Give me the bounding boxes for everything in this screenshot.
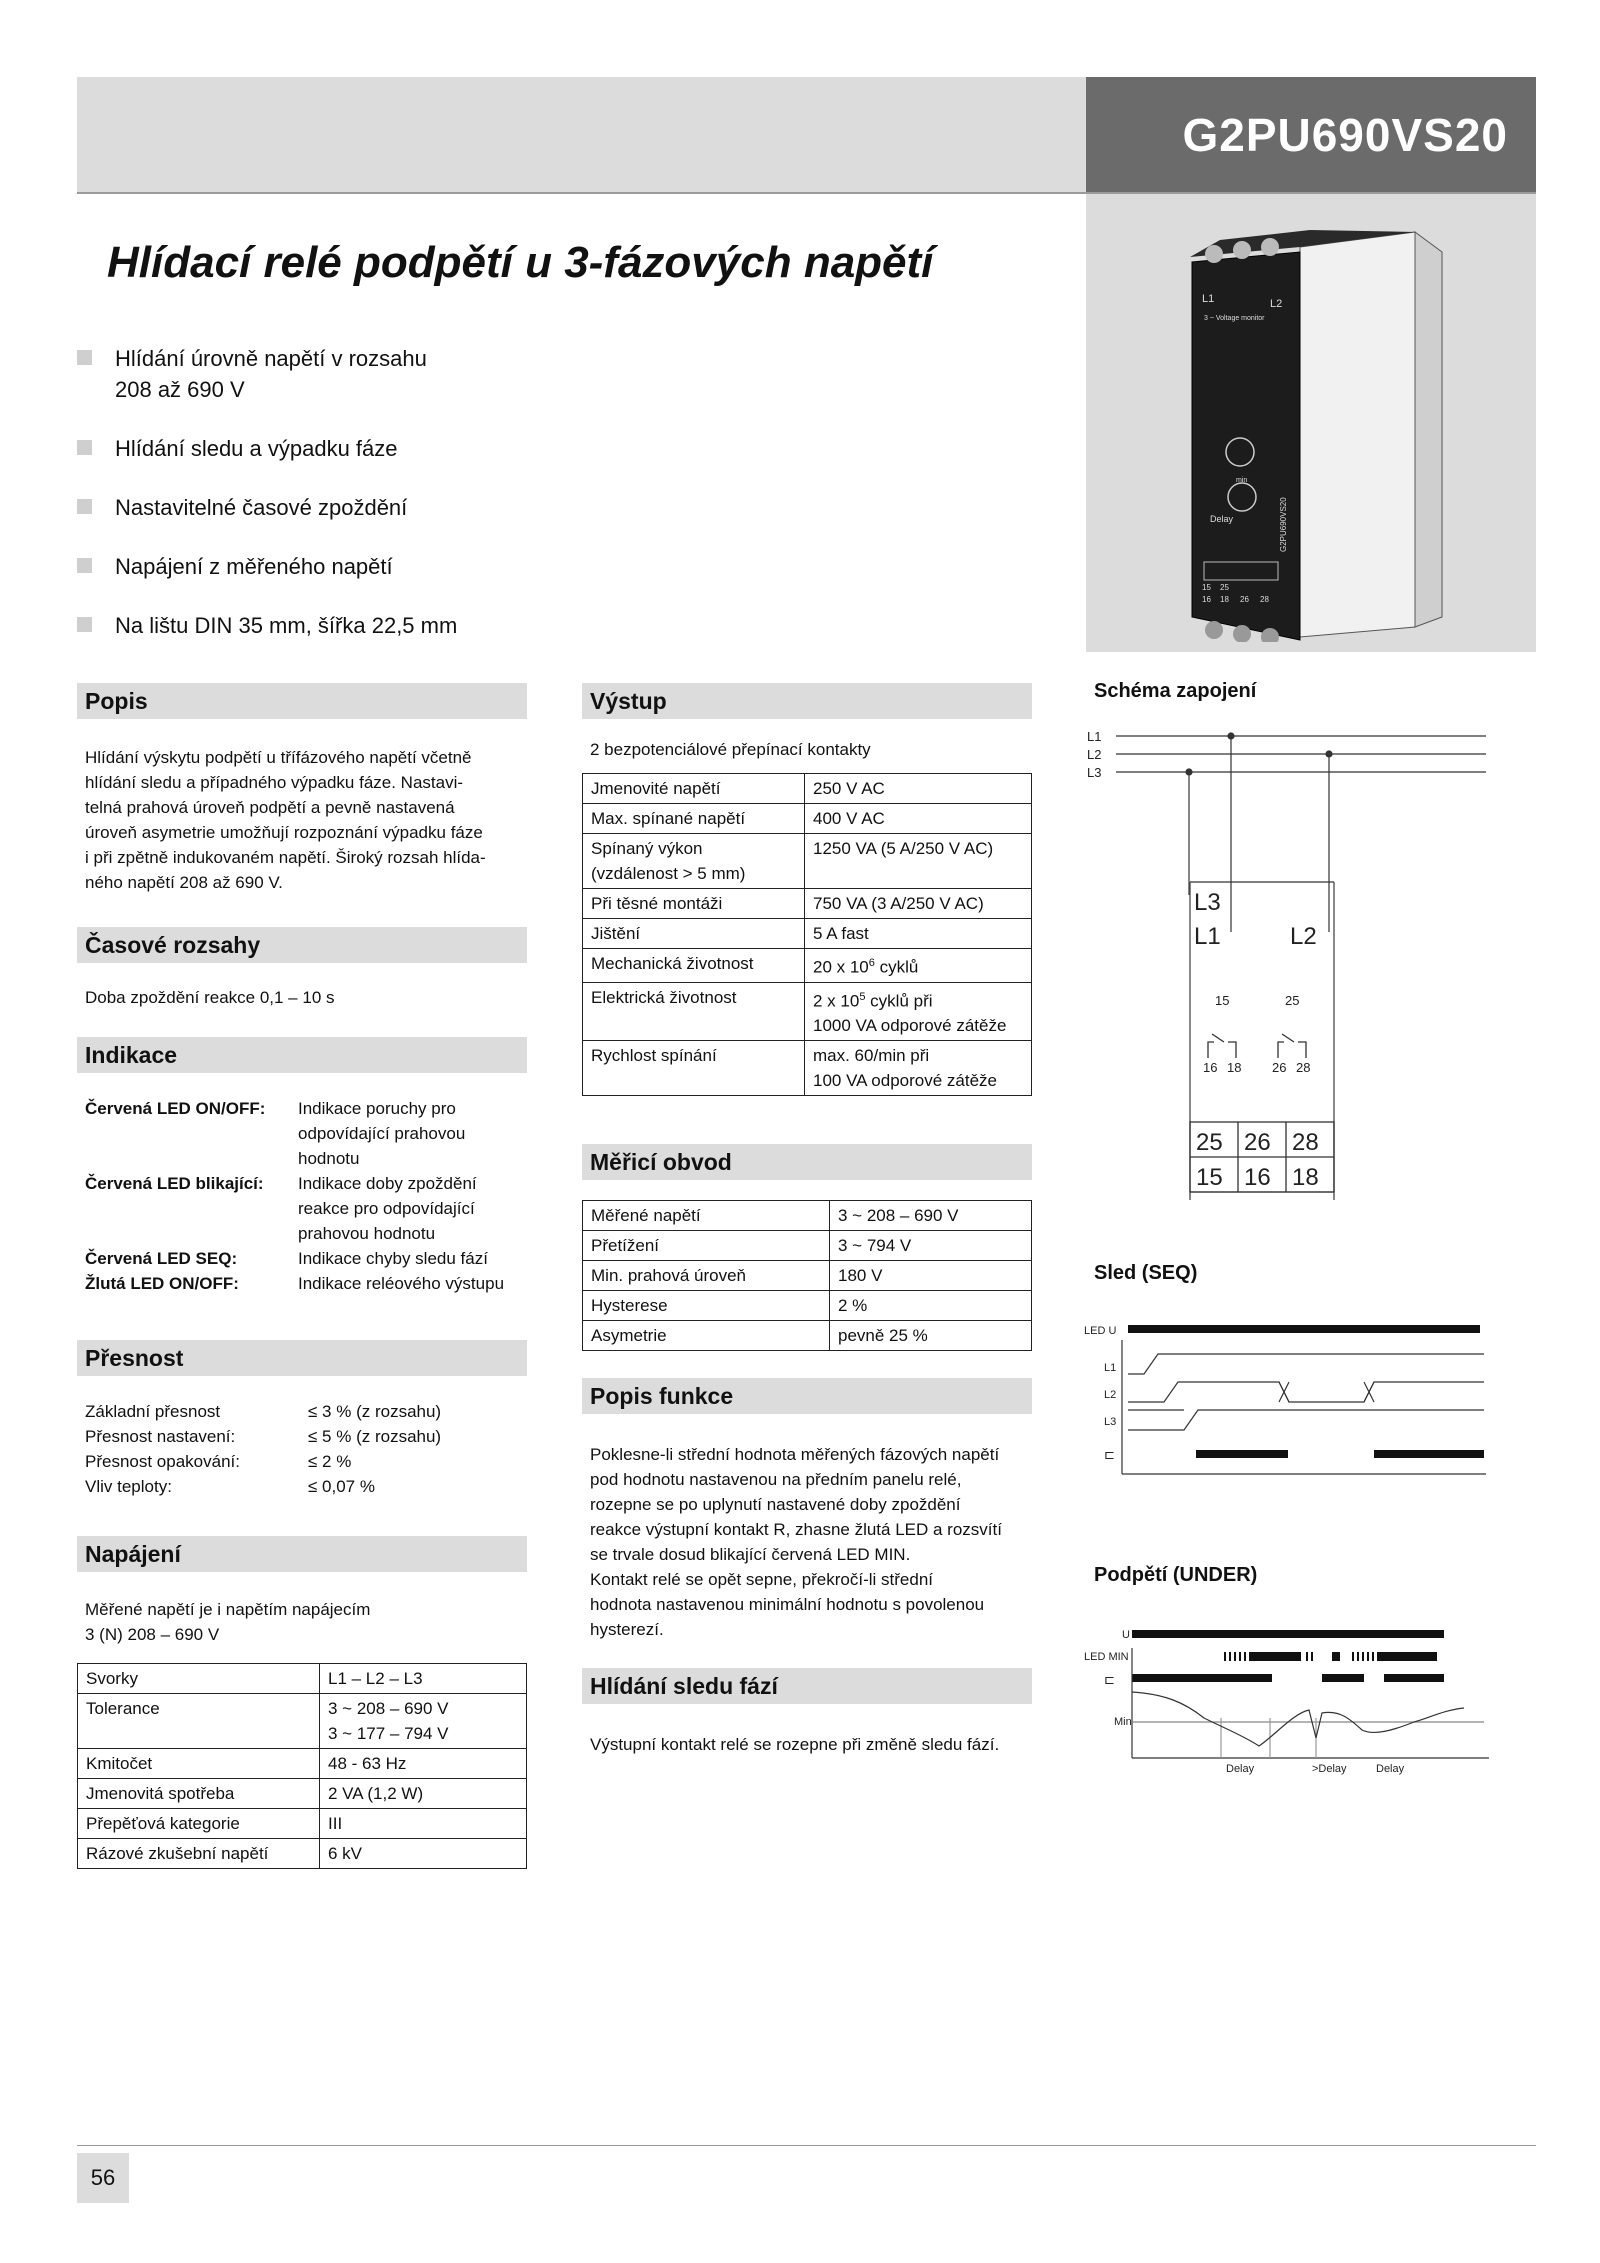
table-cell-value <box>805 834 1032 889</box>
relay-module-photo <box>1180 222 1480 642</box>
presnost-value: ≤ 0,07 % <box>308 1477 375 1496</box>
feature-text: Napájení z měřeného napětí <box>115 554 393 579</box>
feature-text: Na lištu DIN 35 mm, šířka 22,5 mm <box>115 613 458 638</box>
relay-contact-icon: ⊏ <box>1104 1672 1115 1687</box>
table-cell-label <box>583 1041 805 1096</box>
table-cell-label: Přetížení <box>583 1231 830 1261</box>
table-cell-value: 3 ~ 208 – 690 V <box>830 1201 1032 1231</box>
table-cell-label: Svorky <box>78 1664 320 1694</box>
seq-title: Sled (SEQ) <box>1094 1262 1198 1284</box>
section-meric-heading: Měřicí obvod <box>582 1144 1032 1180</box>
table-cell-value: 3 ~ 794 V <box>830 1231 1032 1261</box>
bullet-square-icon <box>77 558 92 573</box>
table-cell-value <box>320 1749 527 1779</box>
text-line: Kontakt relé se opět sepne, překročí-li střední <box>590 1570 934 1589</box>
svg-text:L2: L2 <box>1290 923 1317 950</box>
exponent: 6 <box>868 957 875 969</box>
text-line: Měřené napětí je i napětím napájecím <box>85 1600 371 1619</box>
indikace-value-line: prahovou hodnotu <box>298 1224 436 1243</box>
table-row <box>78 1749 527 1779</box>
table-cell-value <box>320 1779 527 1809</box>
table-cell-label <box>583 804 805 834</box>
indikace-value <box>298 1171 477 1246</box>
table-cell-value: 2 % <box>830 1291 1032 1321</box>
cell-line: Jištění <box>591 924 641 943</box>
text-line: Hlídání výskytu podpětí u třífázového napětí včetně <box>85 748 472 767</box>
table-cell-label <box>583 889 805 919</box>
wiring-diagram <box>1086 720 1536 1200</box>
svg-text:Delay: Delay <box>1210 514 1234 524</box>
popis-text <box>85 745 486 895</box>
exponent: 5 <box>859 990 866 1003</box>
table-cell-label <box>583 949 805 983</box>
page-title: Hlídací relé podpětí u 3-fázových napětí <box>107 238 934 287</box>
under-timing-diagram <box>1084 1618 1494 1778</box>
svg-text:25: 25 <box>1220 583 1229 592</box>
bullet-square-icon <box>77 350 92 365</box>
table-cell-label: Hysterese <box>583 1291 830 1321</box>
indikace-value-line: hodnotu <box>298 1149 360 1168</box>
table-row <box>583 1231 1032 1261</box>
section-sled-heading: Hlídání sledu fází <box>582 1668 1032 1704</box>
indikace-row <box>85 1171 530 1246</box>
indikace-list <box>85 1096 530 1296</box>
table-row <box>78 1694 527 1749</box>
text-line: rozepne se po uplynutí nastavené doby zpoždění <box>590 1495 961 1514</box>
casove-text: Doba zpoždění reakce 0,1 – 10 s <box>85 988 335 1007</box>
table-cell-label <box>583 774 805 804</box>
svg-text:L1: L1 <box>1104 1362 1117 1374</box>
table-cell-label: Měřené napětí <box>583 1201 830 1231</box>
svg-text:L1: L1 <box>1202 293 1215 305</box>
table-row <box>583 1261 1032 1291</box>
table-row <box>78 1809 527 1839</box>
cell-line: Elektrická životnost <box>591 987 737 1007</box>
table-row <box>583 804 1032 834</box>
svg-text:U: U <box>1122 1629 1130 1641</box>
presnost-value: ≤ 5 % (z rozsahu) <box>308 1427 442 1446</box>
svg-text:L2: L2 <box>1087 747 1102 762</box>
svg-text:L2: L2 <box>1270 298 1283 310</box>
feature-text: Hlídání úrovně napětí v rozsahu <box>115 346 427 371</box>
bullet-square-icon <box>77 499 92 514</box>
text-line: Poklesne-li střední hodnota měřených fázových napětí <box>590 1445 1000 1464</box>
cell-text: cyklů <box>874 957 919 977</box>
svg-text:Min: Min <box>1114 1716 1132 1728</box>
under-title: Podpětí (UNDER) <box>1094 1564 1258 1586</box>
table-cell-label <box>583 834 805 889</box>
svg-text:28: 28 <box>1296 1060 1311 1075</box>
table-cell-value <box>805 982 1032 1041</box>
table-cell-value <box>320 1664 527 1694</box>
svg-text:L1: L1 <box>1087 729 1102 744</box>
svg-text:Delay: Delay <box>1226 1763 1255 1775</box>
cell-line: 3 ~ 208 – 690 V <box>328 1699 449 1718</box>
cell-line: 6 kV <box>328 1844 363 1863</box>
text-line: reakce výstupní kontakt R, zhasne žlutá LED a rozsvítí <box>590 1520 1002 1539</box>
svg-text:L3: L3 <box>1087 765 1102 780</box>
vystup-table <box>582 773 1032 1096</box>
svg-text:LED U: LED U <box>1084 1325 1117 1337</box>
feature-item <box>77 551 637 582</box>
table-cell-label: Asymetrie <box>583 1321 830 1351</box>
presnost-value: ≤ 3 % (z rozsahu) <box>308 1402 442 1421</box>
svg-text:25: 25 <box>1285 993 1300 1008</box>
section-funkce-heading: Popis funkce <box>582 1378 1032 1414</box>
indikace-value-line: Indikace doby zpoždění <box>298 1174 477 1193</box>
cell-line: Jmenovité napětí <box>591 779 721 798</box>
text-line: 3 (N) 208 – 690 V <box>85 1625 220 1644</box>
presnost-list <box>85 1399 530 1499</box>
presnost-row <box>85 1474 530 1499</box>
cell-line: max. 60/min při <box>813 1046 930 1066</box>
cell-line: 48 - 63 Hz <box>328 1754 407 1773</box>
meric-table <box>582 1200 1032 1351</box>
presnost-label: Přesnost opakování: <box>85 1452 240 1471</box>
text-line: pod hodnotu nastavenou na předním panelu relé, <box>590 1470 962 1489</box>
section-indikace-heading: Indikace <box>77 1037 527 1073</box>
seq-timing-diagram <box>1084 1312 1494 1482</box>
indikace-value-line: Indikace chyby sledu fází <box>298 1249 488 1268</box>
cell-line: L1 – L2 – L3 <box>328 1669 423 1688</box>
presnost-row <box>85 1399 530 1424</box>
funkce-text <box>590 1442 1002 1642</box>
cell-line: Při těsné montáži <box>591 894 723 913</box>
cell-text: 2 x 10 <box>813 991 860 1011</box>
bullet-square-icon <box>77 617 92 632</box>
table-cell-value <box>320 1809 527 1839</box>
presnost-row <box>85 1449 530 1474</box>
svg-text:3 ~ Voltage monitor: 3 ~ Voltage monitor <box>1204 315 1265 322</box>
cell-line <box>813 985 1023 1014</box>
indikace-row <box>85 1246 530 1271</box>
text-line: telná prahová úroveň podpětí a pevně nastavená <box>85 798 455 817</box>
table-row <box>583 1041 1032 1096</box>
table-cell-label: Rázové zkušební napětí <box>78 1839 320 1869</box>
table-row <box>583 949 1032 983</box>
table-row <box>583 1321 1032 1351</box>
table-cell-value <box>805 889 1032 919</box>
table-row <box>583 834 1032 889</box>
cell-line: Spínaný výkon <box>591 839 703 858</box>
table-row <box>583 1291 1032 1321</box>
table-cell-value <box>805 1041 1032 1096</box>
cell-line: 3 ~ 177 – 794 V <box>328 1724 449 1743</box>
svg-text:min: min <box>1236 477 1248 484</box>
feature-text: Hlídání sledu a výpadku fáze <box>115 436 398 461</box>
indikace-value <box>298 1271 504 1296</box>
cell-line: Rychlost spínání <box>591 1046 717 1066</box>
indikace-value-line: reakce pro odpovídající <box>298 1199 475 1218</box>
svg-text:16: 16 <box>1244 1164 1271 1191</box>
table-row <box>78 1664 527 1694</box>
feature-item <box>77 433 637 464</box>
section-casove-heading: Časové rozsahy <box>77 927 527 963</box>
table-cell-label <box>583 982 805 1041</box>
cell-line <box>813 951 1023 980</box>
table-row <box>583 982 1032 1041</box>
indikace-value-line: Indikace poruchy pro <box>298 1099 456 1118</box>
text-line: ného napětí 208 až 690 V. <box>85 873 283 892</box>
header-band <box>77 77 1086 192</box>
svg-text:L2: L2 <box>1104 1389 1117 1401</box>
cell-line: Max. spínané napětí <box>591 809 746 828</box>
table-row <box>78 1839 527 1869</box>
section-napajeni-heading: Napájení <box>77 1536 527 1572</box>
svg-text:Delay: Delay <box>1376 1763 1405 1775</box>
cell-line: (vzdálenost > 5 mm) <box>591 864 746 883</box>
table-cell-value <box>320 1694 527 1749</box>
svg-text:18: 18 <box>1292 1164 1319 1191</box>
svg-text:16: 16 <box>1202 595 1211 604</box>
section-presnost-heading: Přesnost <box>77 1340 527 1376</box>
table-row <box>583 1201 1032 1231</box>
table-cell-label: Min. prahová úroveň <box>583 1261 830 1291</box>
schema-title: Schéma zapojení <box>1094 680 1257 702</box>
svg-text:L3: L3 <box>1104 1416 1117 1428</box>
feature-item <box>77 492 637 523</box>
presnost-row <box>85 1424 530 1449</box>
svg-text:26: 26 <box>1240 595 1249 604</box>
text-line: úroveň asymetrie umožňují rozpoznání výpadku fáze <box>85 823 483 842</box>
table-cell-label: Kmitočet <box>78 1749 320 1779</box>
indikace-row <box>85 1271 530 1296</box>
table-row <box>583 774 1032 804</box>
presnost-label: Vliv teploty: <box>85 1477 172 1496</box>
table-cell-value: 180 V <box>830 1261 1032 1291</box>
svg-text:26: 26 <box>1272 1060 1287 1075</box>
indikace-label: Červená LED blikající: <box>85 1174 264 1193</box>
svg-text:15: 15 <box>1196 1164 1223 1191</box>
relay-contact-icon: ⊏ <box>1104 1447 1115 1462</box>
cell-line: Mechanická životnost <box>591 954 754 973</box>
svg-text:18: 18 <box>1220 595 1229 604</box>
vystup-intro: 2 bezpotenciálové přepínací kontakty <box>590 740 871 759</box>
svg-text:>Delay: >Delay <box>1312 1763 1347 1775</box>
presnost-label: Základní přesnost <box>85 1402 221 1421</box>
cell-text: cyklů při <box>865 991 933 1011</box>
svg-text:26: 26 <box>1244 1129 1271 1156</box>
cell-line: 2 VA (1,2 W) <box>328 1784 424 1803</box>
indikace-value-line: odpovídající prahovou <box>298 1124 466 1143</box>
table-cell-label: Jmenovitá spotřeba <box>78 1779 320 1809</box>
indikace-label: Žlutá LED ON/OFF: <box>85 1274 239 1293</box>
svg-text:16: 16 <box>1203 1060 1218 1075</box>
section-vystup-heading: Výstup <box>582 683 1032 719</box>
page-number: 56 <box>77 2153 129 2203</box>
indikace-label: Červená LED ON/OFF: <box>85 1099 266 1118</box>
text-line: hlídání sledu a případného výpadku fáze. Nastavi- <box>85 773 464 792</box>
table-cell-value: pevně 25 % <box>830 1321 1032 1351</box>
section-popis-heading: Popis <box>77 683 527 719</box>
napajeni-intro <box>85 1597 370 1647</box>
svg-text:15: 15 <box>1215 993 1230 1008</box>
presnost-value: ≤ 2 % <box>308 1452 352 1471</box>
table-cell-value <box>805 774 1032 804</box>
text-line: hodnota nastavenou minimální hodnotu s povolenou <box>590 1595 985 1614</box>
svg-text:28: 28 <box>1292 1129 1319 1156</box>
text-line: i při zpětně indukovaném napětí. Široký rozsah hlída- <box>85 848 486 867</box>
cell-line: 100 VA odporové zátěže <box>813 1071 997 1091</box>
table-cell-label: Tolerance <box>78 1694 320 1749</box>
table-cell-value <box>320 1839 527 1869</box>
svg-text:15: 15 <box>1202 583 1211 592</box>
bullet-square-icon <box>77 440 92 455</box>
table-cell-value <box>805 919 1032 949</box>
cell-line: III <box>328 1814 343 1833</box>
indikace-value <box>298 1246 488 1271</box>
cell-line: 750 VA (3 A/250 V AC) <box>813 894 984 913</box>
sled-text: Výstupní kontakt relé se rozepne při změně sledu fází. <box>590 1735 1000 1754</box>
svg-text:L1: L1 <box>1194 923 1221 950</box>
feature-text: 208 až 690 V <box>115 377 245 402</box>
text-line: hysterezí. <box>590 1620 664 1639</box>
napajeni-table <box>77 1663 527 1869</box>
cell-line: 250 V AC <box>813 779 885 798</box>
cell-line: 1000 VA odporové zátěže <box>813 1016 1007 1036</box>
table-row <box>78 1779 527 1809</box>
cell-line: 400 V AC <box>813 809 885 828</box>
indikace-value <box>298 1096 465 1171</box>
feature-text: Nastavitelné časové zpoždění <box>115 495 408 520</box>
text-line: se trvale dosud blikající červená LED MIN. <box>590 1545 911 1564</box>
indikace-row <box>85 1096 530 1171</box>
svg-text:LED MIN: LED MIN <box>1084 1651 1129 1663</box>
feature-item <box>77 343 637 405</box>
table-cell-value <box>805 804 1032 834</box>
svg-text:18: 18 <box>1227 1060 1242 1075</box>
cell-text: 20 x 10 <box>813 957 869 977</box>
svg-text:L3: L3 <box>1194 889 1221 916</box>
svg-text:G2PU690VS20: G2PU690VS20 <box>1279 497 1288 552</box>
presnost-label: Přesnost nastavení: <box>85 1427 236 1446</box>
table-cell-label <box>583 919 805 949</box>
indikace-value-line: Indikace reléového výstupu <box>298 1274 505 1293</box>
table-cell-label: Přepěťová kategorie <box>78 1809 320 1839</box>
table-row <box>583 889 1032 919</box>
cell-line: 5 A fast <box>813 924 869 943</box>
product-code: G2PU690VS20 <box>1182 109 1508 161</box>
svg-text:25: 25 <box>1196 1129 1223 1156</box>
feature-item <box>77 610 637 641</box>
table-cell-value <box>805 949 1032 983</box>
indikace-label: Červená LED SEQ: <box>85 1249 238 1268</box>
cell-line: 1250 VA (5 A/250 V AC) <box>813 839 994 858</box>
footer-divider <box>77 2145 1536 2146</box>
table-row <box>583 919 1032 949</box>
svg-text:28: 28 <box>1260 595 1269 604</box>
feature-list <box>77 343 637 669</box>
